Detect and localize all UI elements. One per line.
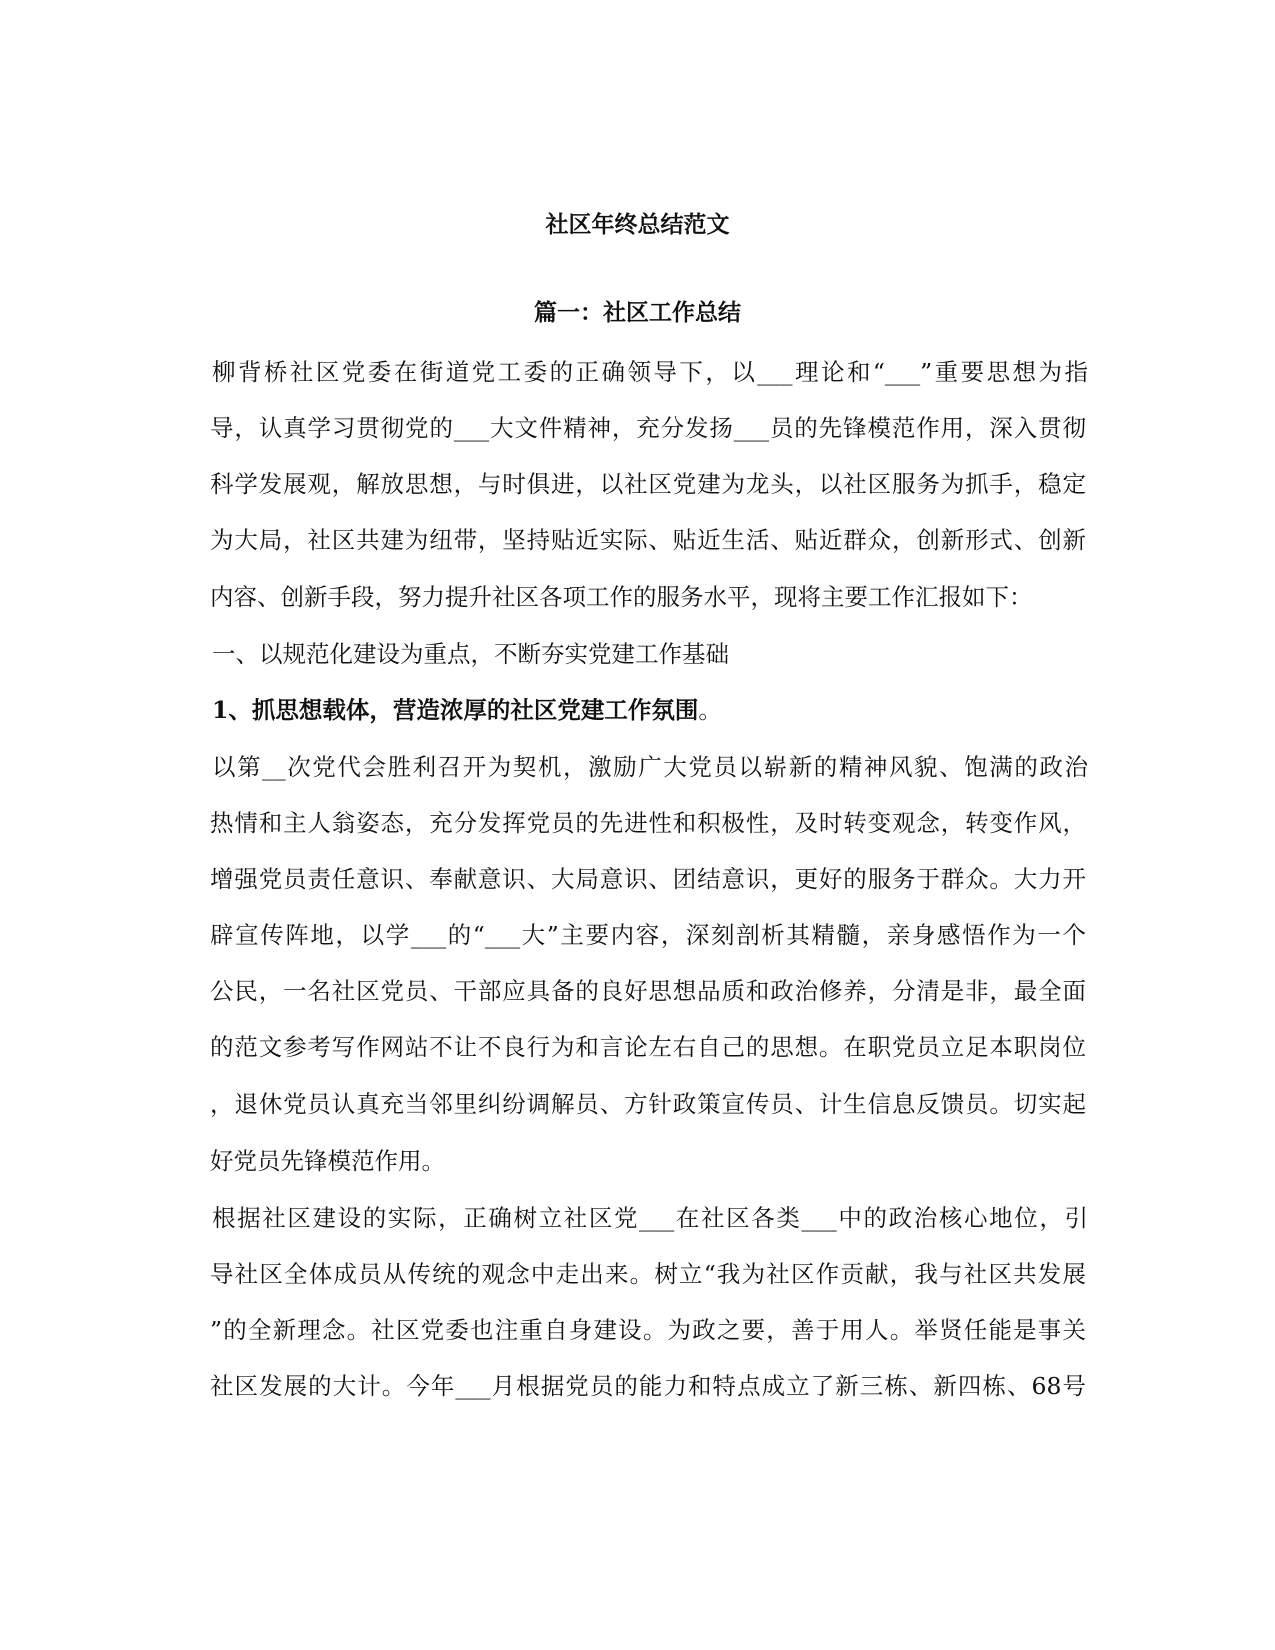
section-title: 篇一：社区工作总结 xyxy=(534,299,741,326)
paragraph-line: 柳背桥社区党委在街道党工委的正确领导下，以___理论和“___”重要思想为指 xyxy=(212,358,1088,386)
subsection-heading xyxy=(212,695,722,725)
paragraph-line: 为大局，社区共建为纽带，坚持贴近实际、贴近生活、贴近群众，创新形式、创新 xyxy=(210,526,1086,554)
paragraph-line: 的范文参考写作网站不让不良行为和言论左右自己的思想。在职党员立足本职岗位 xyxy=(210,1033,1086,1061)
paragraph-line: 导社区全体成员从传统的观念中走出来。树立“我为社区作贡献，我与社区共发展 xyxy=(210,1260,1086,1288)
paragraph-line: 增强党员责任意识、奉献意识、大局意识、团结意识，更好的服务于群众。大力开 xyxy=(210,865,1086,893)
paragraph-line: 以第__次党代会胜利召开为契机，激励广大党员以崭新的精神风貌、饱满的政治 xyxy=(212,753,1088,781)
paragraph-line: 好党员先锋模范作用。 xyxy=(210,1147,445,1175)
paragraph-line: 导，认真学习贯彻党的___大文件精神，充分发扬___员的先锋模范作用，深入贯彻 xyxy=(210,414,1086,442)
subsection-heading-period: 。 xyxy=(698,696,722,724)
paragraph-line: 公民，一名社区党员、干部应具备的良好思想品质和政治修养，分清是非，最全面 xyxy=(210,977,1086,1005)
paragraph-line: 科学发展观，解放思想，与时俱进，以社区党建为龙头，以社区服务为抓手，稳定 xyxy=(210,470,1086,498)
paragraph-line: 热情和主人翁姿态，充分发挥党员的先进性和积极性，及时转变观念，转变作风， xyxy=(210,809,1086,837)
paragraph-line: 辟宣传阵地，以学___的“___大”主要内容，深刻剖析其精髓，亲身感悟作为一个 xyxy=(210,921,1086,949)
document-title: 社区年终总结范文 xyxy=(545,211,730,238)
section-heading: 一、以规范化建设为重点，不断夯实党建工作基础 xyxy=(212,640,729,668)
paragraph-line: 根据社区建设的实际，正确树立社区党___在社区各类___中的政治核心地位，引 xyxy=(212,1204,1088,1232)
paragraph-line: ，退休党员认真充当邻里纠纷调解员、方针政策宣传员、计生信息反馈员。切实起 xyxy=(210,1090,1086,1118)
paragraph-line: ”的全新理念。社区党委也注重自身建设。为政之要，善于用人。举贤任能是事关 xyxy=(210,1316,1086,1344)
subsection-heading-text: 1、抓思想载体，营造浓厚的社区党建工作氛围 xyxy=(212,696,699,724)
paragraph-line: 社区发展的大计。今年___月根据党员的能力和特点成立了新三栋、新四栋、68号 xyxy=(210,1372,1086,1400)
paragraph-line: 内容、创新手段，努力提升社区各项工作的服务水平，现将主要工作汇报如下： xyxy=(210,583,1033,611)
